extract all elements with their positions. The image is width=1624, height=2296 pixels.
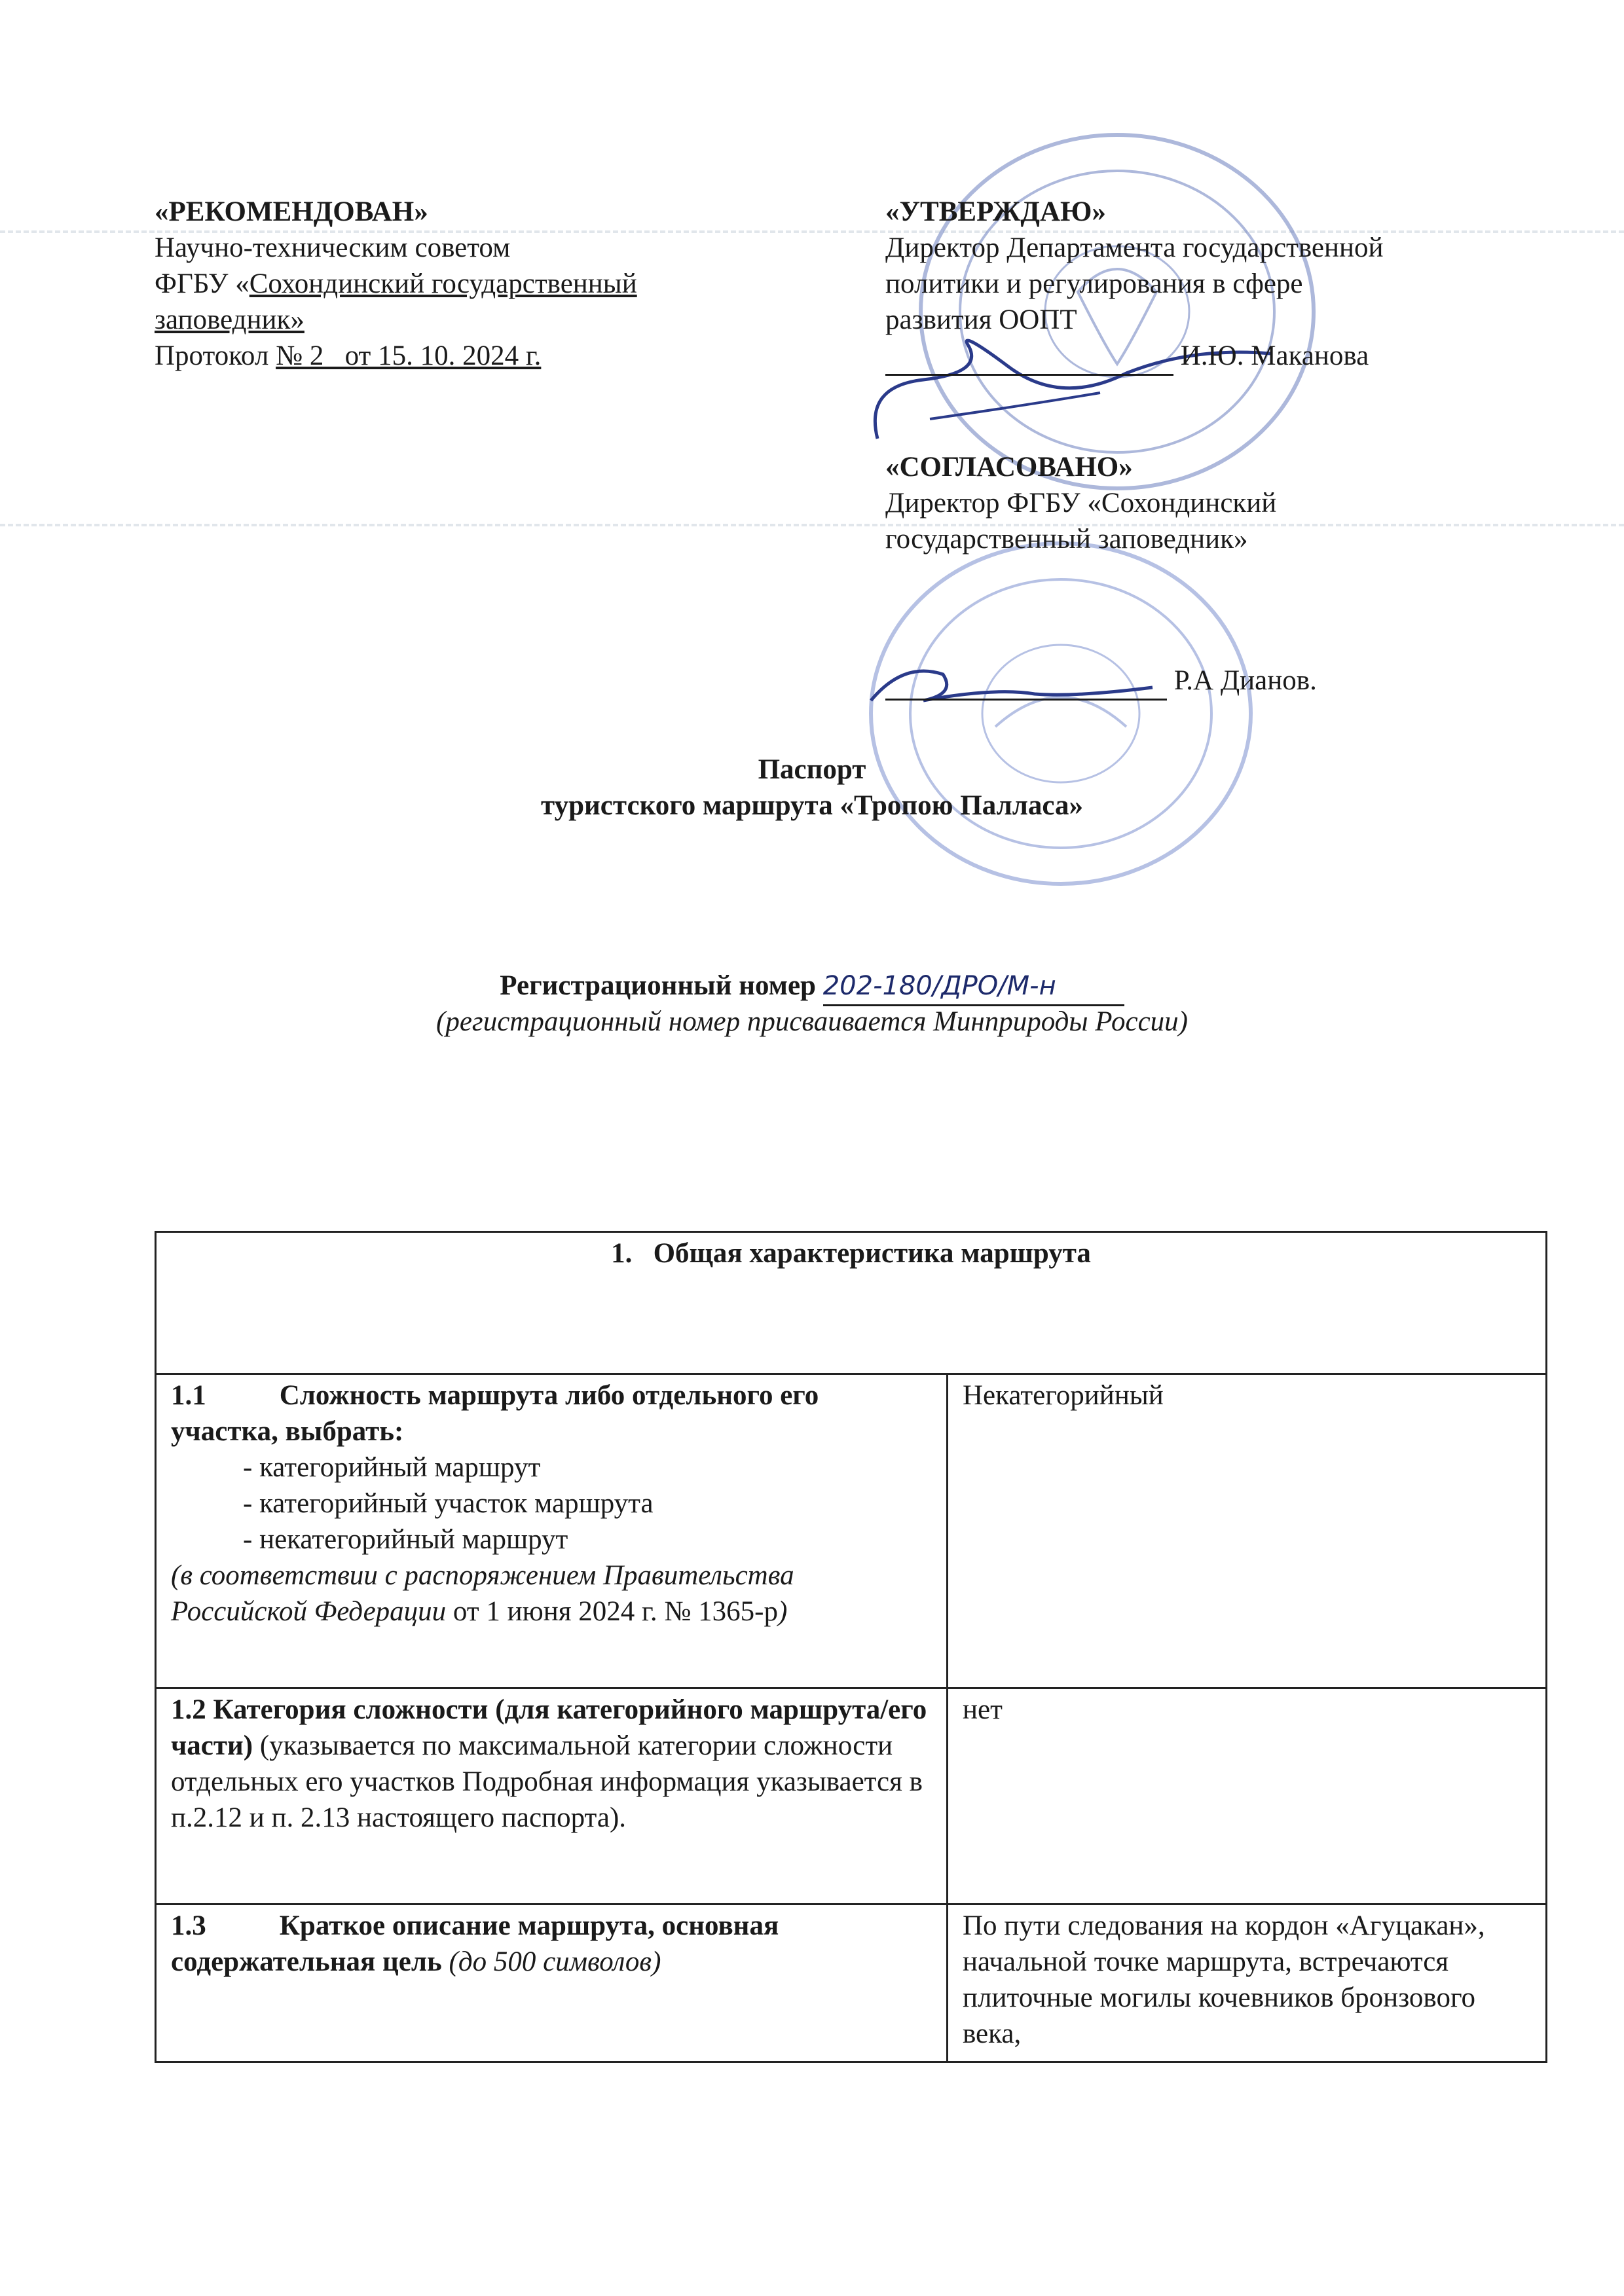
scan-artifact-line (0, 524, 1624, 526)
protocol-line (155, 338, 637, 374)
agreer-position-line1: Директор ФГБУ «Сохондинский (885, 488, 1277, 519)
approver-position-line1: Директор Департамента государственной (885, 232, 1384, 263)
approver-position-line2: политики и регулирования в сфере (885, 268, 1303, 299)
item-title: 1.2 Категория сложности (для категорийного маршрута/его части) (171, 1694, 927, 1761)
route-characteristics-table (155, 1231, 1547, 2063)
registration-note: (регистрационный номер присваивается Минприроды России) (436, 1006, 1188, 1037)
recommended-by-line: Научно-техническим советом (155, 232, 511, 263)
institution-prefix: ФГБУ « (155, 268, 249, 299)
approval-block (885, 194, 1384, 376)
signature-underline (885, 663, 1167, 701)
route-title: туристского маршрута «Тропою Палласа» (541, 790, 1083, 821)
item-number: 1.3 (171, 1910, 206, 1941)
row-value-1-3: По пути следования на кордон «Агуцакан», начальной точке маршрута, встречаются плиточные могилы кочевников бронзового века, (948, 1904, 1547, 2062)
approver-name: И.Ю. Маканова (1180, 340, 1369, 371)
institution-name-underlined: Сохондинский государственный (249, 268, 637, 299)
table-row (156, 1688, 1547, 1904)
registration-number: 202-180/ДРО/М-н (823, 968, 1124, 1006)
passport-title: Паспорт (758, 754, 866, 785)
table-row (156, 1232, 1547, 1374)
recommended-block (155, 194, 637, 374)
approved-title: «УТВЕРЖДАЮ» (885, 196, 1106, 227)
agreer-name: Р.А Дианов. (1173, 665, 1317, 696)
approver-position-line3: развития ООПТ (885, 304, 1077, 335)
agreed-title: «СОГЛАСОВАНО» (885, 452, 1133, 483)
item-description: (указывается по максимальной категории сложности отдельных его участков Подробная информация указывается в п.2.12 и п. 2.13 настоящего паспорта). (171, 1730, 923, 1833)
section-title: 1. Общая характеристика маршрута (156, 1232, 1547, 1374)
table-row (156, 1904, 1547, 2062)
row-label-1-3 (156, 1904, 948, 2062)
row-value-1-2: нет (948, 1688, 1547, 1904)
institution-line-cont: заповедник» (155, 304, 304, 335)
item-title: Краткое описание маршрута, основная содержательная цель (171, 1910, 779, 1977)
item-limit: (до 500 символов) (449, 1946, 661, 1977)
list-item: - категорийный маршрут (243, 1452, 541, 1483)
row-label-1-1 (156, 1374, 948, 1688)
row-label-1-2 (156, 1688, 948, 1904)
recommended-status: «РЕКОМЕНДОВАН» (155, 196, 428, 227)
protocol-label: Протокол (155, 340, 276, 371)
table-row (156, 1374, 1547, 1688)
registration-line (0, 968, 1624, 1006)
protocol-number: № 2 от 15. 10. 2024 г. (276, 340, 542, 371)
approver-signature-line (885, 338, 1384, 376)
item-title: Сложность маршрута либо отдельного его участка, выбрать: (171, 1380, 819, 1447)
institution-line (155, 266, 637, 302)
item-note-close: ) (777, 1596, 788, 1627)
item-note-date: от 1 июня 2024 г. № 1365-р (452, 1596, 778, 1627)
agreed-block (885, 449, 1276, 557)
list-item: - категорийный участок маршрута (243, 1488, 654, 1519)
item-number: 1.1 (171, 1380, 206, 1411)
agreer-signature-row (885, 663, 1317, 701)
signature-underline (885, 338, 1173, 376)
row-value-1-1: Некатегорийный (948, 1374, 1547, 1688)
registration-label: Регистрационный номер (500, 970, 823, 1001)
item-note: (в соответствии с распоряжением Правительства Российской Федерации (171, 1560, 794, 1627)
agreer-position-line2: государственный заповедник» (885, 524, 1248, 555)
list-item: - некатегорийный маршрут (243, 1524, 568, 1555)
